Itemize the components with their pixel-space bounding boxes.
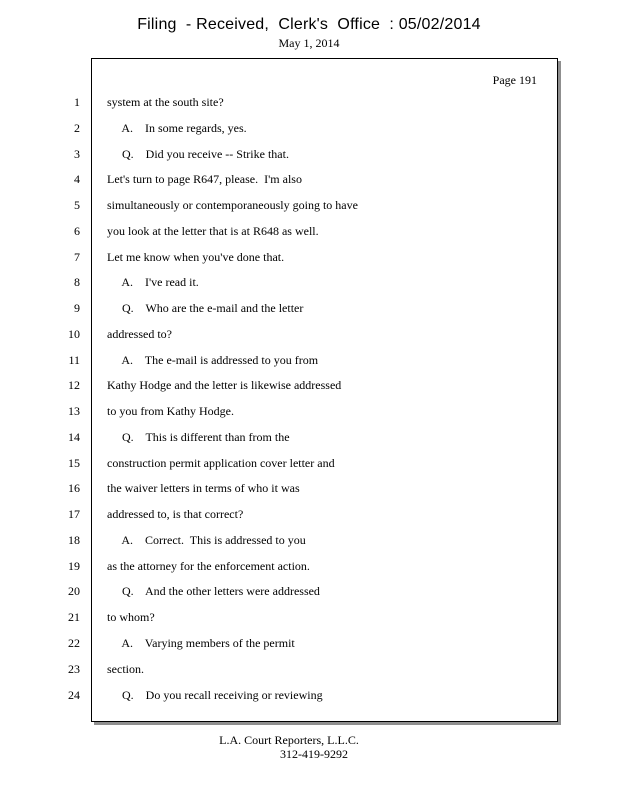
transcript-line: to whom? xyxy=(107,610,155,624)
transcript-line: A. I've read it. xyxy=(107,275,199,289)
transcript-line: construction permit application cover letter and xyxy=(107,456,335,470)
line-number: 14 xyxy=(68,430,80,444)
transcript-line: to you from Kathy Hodge. xyxy=(107,404,234,418)
line-number: 17 xyxy=(68,507,80,521)
transcript-line: Q. Do you recall receiving or reviewing xyxy=(107,688,323,702)
line-number: 9 xyxy=(74,301,80,315)
line-number: 6 xyxy=(74,224,80,238)
transcript-line: A. Varying members of the permit xyxy=(107,636,295,650)
line-number: 13 xyxy=(68,404,80,418)
line-number: 2 xyxy=(74,121,80,135)
transcript-line: Kathy Hodge and the letter is likewise addressed xyxy=(107,378,342,392)
transcript-line: Q. This is different than from the xyxy=(107,430,290,444)
transcript-line: section. xyxy=(107,662,144,676)
line-number: 20 xyxy=(68,584,80,598)
transcript-line: system at the south site? xyxy=(107,95,224,109)
transcript-line: Let's turn to page R647, please. I'm also xyxy=(107,172,302,186)
line-number: 4 xyxy=(74,172,80,186)
line-number: 19 xyxy=(68,559,80,573)
line-number: 10 xyxy=(68,327,80,341)
court-reporter-company: L.A. Court Reporters, L.L.C. xyxy=(219,733,359,747)
line-number: 5 xyxy=(74,198,80,212)
transcript-line: Q. Did you receive -- Strike that. xyxy=(107,147,289,161)
transcript-line: A. Correct. This is addressed to you xyxy=(107,533,306,547)
transcript-line: addressed to? xyxy=(107,327,172,341)
court-reporter-phone: 312-419-9292 xyxy=(280,747,348,761)
transcript-line: simultaneously or contemporaneously going to have xyxy=(107,198,358,212)
line-number: 21 xyxy=(68,610,80,624)
deposition-date: May 1, 2014 xyxy=(278,36,340,50)
line-number: 1 xyxy=(74,95,80,109)
line-number: 11 xyxy=(68,353,80,367)
line-number: 18 xyxy=(68,533,80,547)
transcript-line: Let me know when you've done that. xyxy=(107,250,285,264)
transcript-line: A. In some regards, yes. xyxy=(107,121,247,135)
line-number: 8 xyxy=(74,275,80,289)
line-number: 15 xyxy=(68,456,80,470)
transcript-line: Q. Who are the e-mail and the letter xyxy=(107,301,304,315)
transcript-line: addressed to, is that correct? xyxy=(107,507,244,521)
filing-stamp-header: Filing - Received, Clerk's Office : 05/02/2014 xyxy=(137,16,481,33)
transcript-line: the waiver letters in terms of who it was xyxy=(107,481,300,495)
transcript-line: Q. And the other letters were addressed xyxy=(107,584,320,598)
line-number: 23 xyxy=(68,662,80,676)
line-number: 24 xyxy=(68,688,80,702)
line-number: 3 xyxy=(74,147,80,161)
page-number: Page 191 xyxy=(492,73,537,87)
transcript-line: as the attorney for the enforcement action. xyxy=(107,559,310,573)
transcript-line: you look at the letter that is at R648 as well. xyxy=(107,224,319,238)
line-number: 22 xyxy=(68,636,80,650)
line-number: 12 xyxy=(68,378,80,392)
transcript-line: A. The e-mail is addressed to you from xyxy=(107,353,319,367)
line-number: 7 xyxy=(74,250,80,264)
line-number: 16 xyxy=(68,481,80,495)
